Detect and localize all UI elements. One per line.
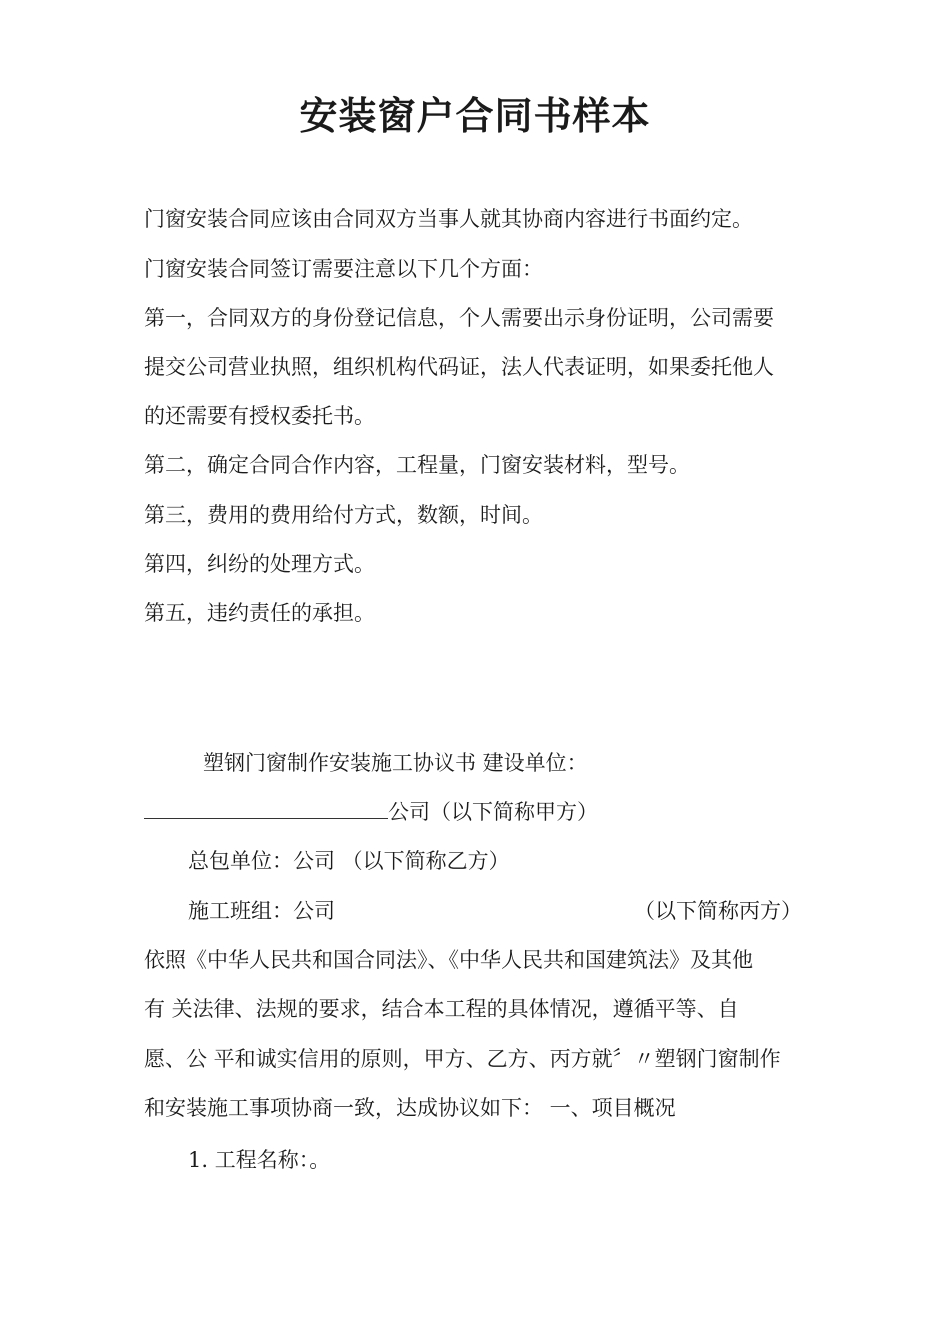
point-three: 第三，费用的费用给付方式，数额，时间。 (144, 503, 543, 527)
point-one-line-2: 提交公司营业执照，组织机构代码证，法人代表证明，如果委托他人 (144, 355, 774, 379)
agreement-body-line-1: 依照《中华人民共和国合同法》、《中华人民共和国建筑法》及其他 (144, 948, 753, 972)
party-a-line (144, 797, 598, 827)
point-two: 第二，确定合同合作内容，工程量，门窗安装材料，型号。 (144, 453, 690, 477)
party-c-label: 施工班组：公司 (188, 899, 335, 923)
document-title: 安装窗户合同书样本 (299, 94, 651, 138)
agreement-heading: 塑钢门窗制作安装施工协议书 建设单位： (203, 751, 588, 775)
project-item-1: 1. 工程名称：。 (188, 1148, 331, 1172)
agreement-body-line-3: 愿、公 平和诚实信用的原则，甲方、乙方、丙方就〞〃塑钢门窗制作 (144, 1047, 781, 1071)
point-four: 第四，纠纷的处理方式。 (144, 552, 375, 576)
agreement-body-line-2: 有 关法律、法规的要求，结合本工程的具体情况，遵循平等、自 (144, 997, 739, 1021)
intro-paragraph-1: 门窗安装合同应该由合同双方当事人就其协商内容进行书面约定。 (144, 207, 753, 231)
point-one-line-3: 的还需要有授权委托书。 (144, 404, 375, 428)
agreement-body-line-4: 和安装施工事项协商一致，达成协议如下： 一、项目概况 (144, 1096, 676, 1120)
party-b-line: 总包单位：公司 （以下简称乙方） (188, 849, 510, 873)
party-a-blank[interactable] (144, 798, 388, 819)
party-c-note: （以下简称丙方） (634, 899, 802, 923)
party-a-suffix: 公司（以下简称甲方） (388, 800, 598, 824)
point-one-line-1: 第一，合同双方的身份登记信息，个人需要出示身份证明，公司需要 (144, 306, 774, 330)
point-five: 第五，违约责任的承担。 (144, 601, 375, 625)
intro-paragraph-2: 门窗安装合同签订需要注意以下几个方面： (144, 257, 543, 281)
